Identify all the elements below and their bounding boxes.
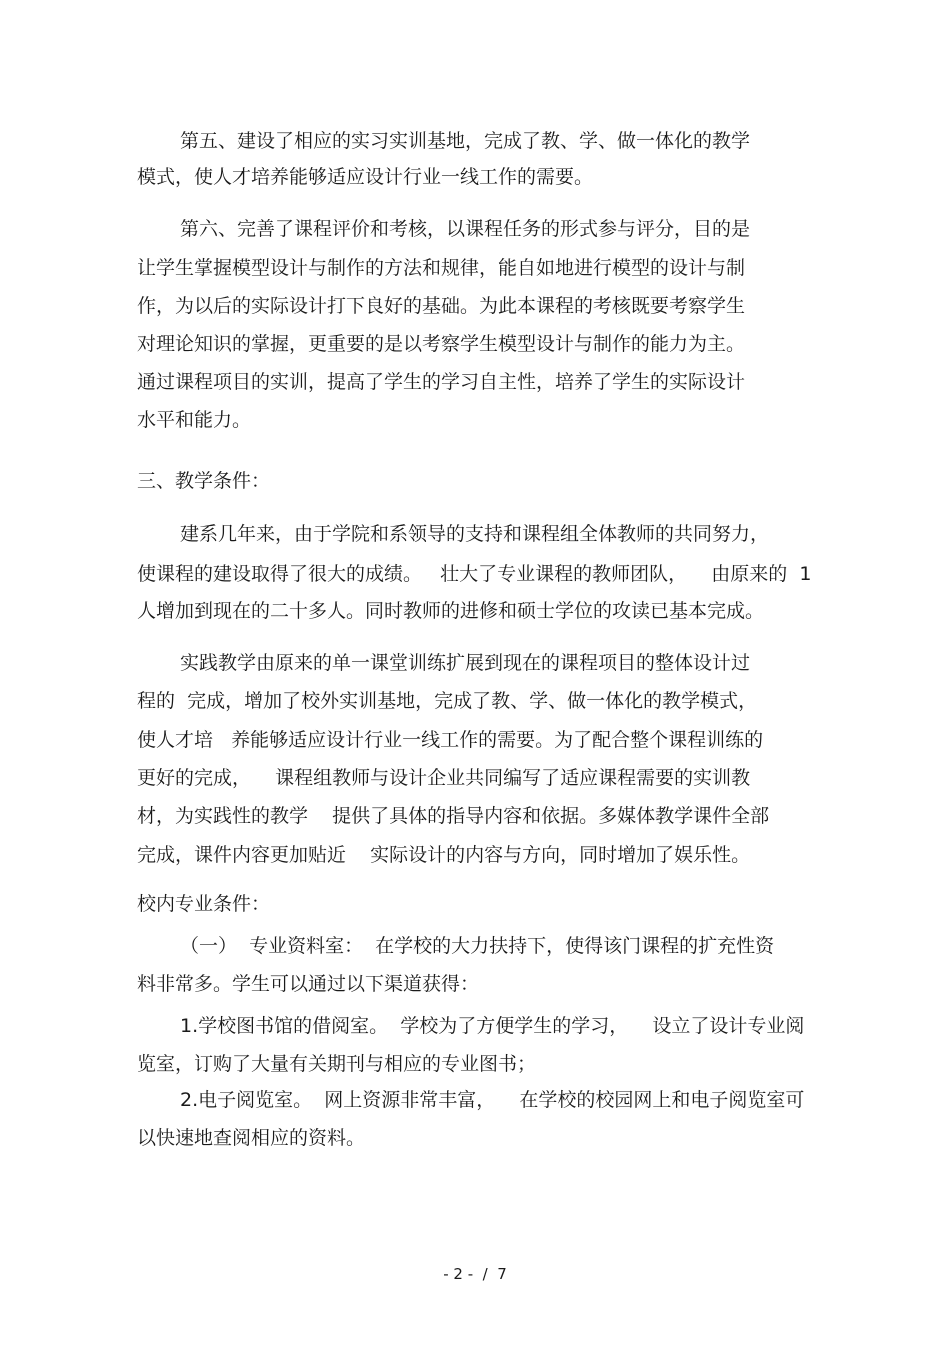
paragraph-line: 更好的完成， 课程组教师与设计企业共同编写了适应课程需要的实训教 [137, 767, 751, 789]
paragraph-line: 第六、完善了课程评价和考核，以课程任务的形式参与评分，目的是 [180, 218, 751, 240]
paragraph-line: 材，为实践性的教学 提供了具体的指导内容和依据。多媒体教学课件全部 [137, 805, 770, 827]
page-number: - 2 - / 7 [443, 1265, 507, 1283]
paragraph-line: 完成，课件内容更加贴近 实际设计的内容与方向，同时增加了娱乐性。 [137, 844, 751, 866]
section-heading: 校内专业条件： [137, 893, 271, 915]
paragraph-line: 实践教学由原来的单一课堂训练扩展到现在的课程项目的整体设计过 [180, 652, 751, 674]
paragraph-line: 通过课程项目的实训，提高了学生的学习自主性，培养了学生的实际设计 [137, 371, 746, 393]
section-heading: 三、教学条件： [137, 470, 271, 492]
paragraph-line: 让学生掌握模型设计与制作的方法和规律，能自如地进行模型的设计与制 [137, 257, 746, 279]
paragraph-line: 使课程的建设取得了很大的成绩。 壮大了专业课程的教师团队， 由原来的 1 [137, 563, 812, 585]
paragraph-line: 模式，使人才培养能够适应设计行业一线工作的需要。 [137, 166, 594, 188]
paragraph-line: 使人才培 养能够适应设计行业一线工作的需要。为了配合整个课程训练的 [137, 729, 764, 751]
list-item: 1.学校图书馆的借阅室。 学校为了方便学生的学习， 设立了设计专业阅 [180, 1015, 805, 1037]
paragraph-line: 程的 完成，增加了校外实训基地，完成了教、学、做一体化的教学模式， [137, 690, 758, 712]
paragraph-line: 对理论知识的掌握，更重要的是以考察学生模型设计与制作的能力为主。 [137, 333, 746, 355]
paragraph-line: 料非常多。学生可以通过以下渠道获得： [137, 973, 480, 995]
paragraph-line: 第五、建设了相应的实习实训基地，完成了教、学、做一体化的教学 [180, 130, 751, 152]
paragraph-line: 览室，订购了大量有关期刊与相应的专业图书； [137, 1053, 537, 1075]
paragraph-line: 作，为以后的实际设计打下良好的基础。为此本课程的考核既要考察学生 [137, 295, 746, 317]
paragraph-line: 水平和能力。 [137, 409, 252, 431]
paragraph-line: （一） 专业资料室： 在学校的大力扶持下，使得该门课程的扩充性资 [180, 935, 775, 957]
paragraph-line: 建系几年来，由于学院和系领导的支持和课程组全体教师的共同努力， [180, 523, 770, 545]
paragraph-line: 以快速地查阅相应的资料。 [137, 1127, 366, 1149]
list-item: 2.电子阅览室。 网上资源非常丰富， 在学校的校园网上和电子阅览室可 [180, 1089, 805, 1111]
paragraph-line: 人增加到现在的二十多人。同时教师的进修和硕士学位的攻读已基本完成。 [137, 600, 765, 622]
